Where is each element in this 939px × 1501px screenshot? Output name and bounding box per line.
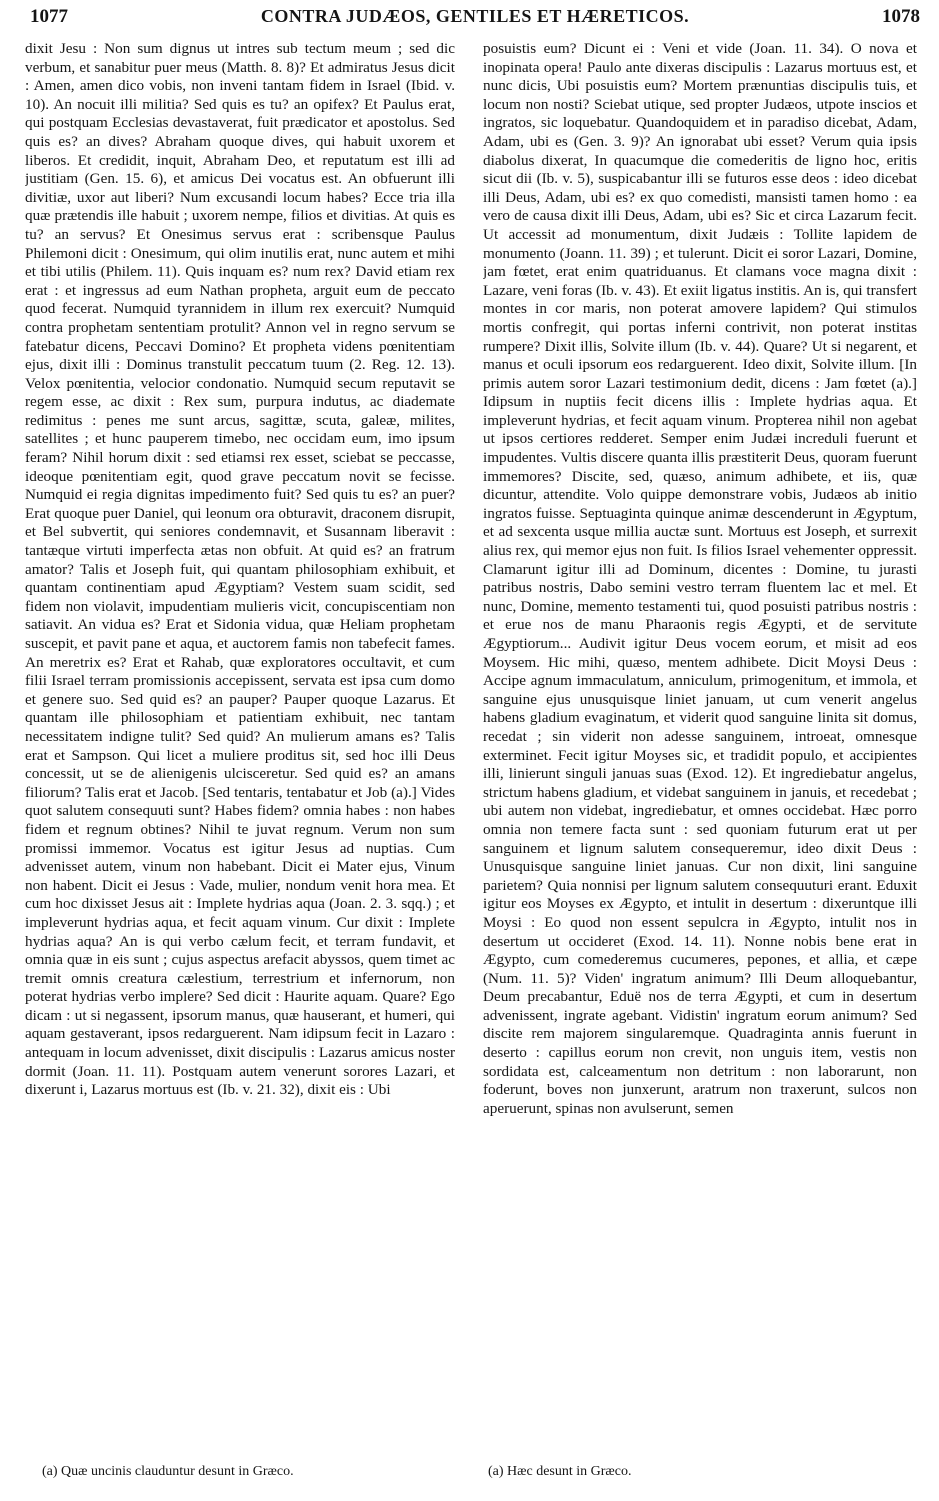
page-number-left: 1077 [30, 6, 68, 27]
text-column-right: posuistis eum? Dicunt ei : Veni et vide (Joan. 11. 34). O nova et inopinata opera! Paulo ante dixeras discipulis : Lazarus mortuus est, et nunc dicis, Ubi posuistis eum? Mortem prænuntias discipulis tuis, et locum non nosti? Sciebat utique, sed propter Judæos, utpote inscios et ingratos, sic loquebatur. Quandoquidem et in paradiso dicebat, Adam, Adam, ubi es (Gen. 3. 9)? An ignorabat ubi esset? Verum quia ipsis diabolus dixerat, In quacumque die comederitis de ligno hoc, eritis sicut dii (Ib. v. 5), suspicabantur illi se futuros esse deos : ideo dicebat illi Deus, Adam, ubi es? ex quo comedisti, mansisti tamen homo : ea vero de causa dixit illi Deus, Adam, ubi es? Sic et circa Lazarum fecit. Ut accessit ad monumentum, dixit Judæis : Tollite lapidem de monumento (Joann. 11. 39) ; et tulerunt. Dicit ei soror Lazari, Domine, jam fœtet, erat enim quatriduanus. Et clamans voce magna dixit : Lazare, veni foras (Ib. v. 43). Et exiit ligatus institis. An is, qui transfert montes in cor maris, non poterat amovere lapidem? Qui stimulos mortis confregit, qui portas inferni contrivit, non poterat institas rumpere? Dixit illis, Solvite illum (Ib. v. 44). Quare? Ut si negarent, et manus et oculi ipsorum eos redarguerent. Ideo dixit, Solvite illum. [In primis autem soror Lazari testimonium dedit, dicens : Jam fœtet (a).] Idipsum in nuptiis fecit dicens illis : Implete hydrias aqua. Et impleverunt hydrias, et fecit aquam vinum. Propterea nihil non agebat ut ipsos certiores redderet. Semper enim Judæi increduli fuerunt et impudentes. Vultis discere quanta illis præstiterit Deus, quoram fuerunt immemores? Discite, sed, quæso, animum adhibete, et iis, quæ dicuntur, attendite. Volo quippe demonstrare vobis, Judæos ab initio ingratos fuisse. Septuaginta quinque animæ descenderunt in Ægyptum, et ad sexcenta usque millia auctæ sunt. Mortuus est Joseph, et surrexit alius rex, qui memor ejus non fuit. Is filios Israel vehementer oppressit. Clamarunt igitur illi ad Dominum, dicentes : Domine, tu jurasti patribus nostris, Dabo semini vestro terram fluentem lac et mel. Et nunc, Domine, memento testamenti tui, quod posuisti patribus nostris : et erue nos de manu Pharaonis regis Ægypti, et de servitute Ægyptiorum... Audivit igitur Deus vocem eorum, et misit ad eos Moysem. Hic mihi, quæso, mentem adhibete. Dicit Moysi Deus : Accipe agnum immaculatum, anniculum, primogenitum, et immola, et sanguine ejus unusquisque liniet januam, ut cum venerit angelus habens gladium evaginatum, et viderit quod sanguine linita sit domus, recedat ; sin viderit non adesse sanguinem, introeat, omnesque exterminet. Fecit igitur Moyses sic, et tradidit populo, et accipientes illi, linierunt singuli januas suas (Exod. 12). Et ingrediebatur angelus, strictum habens gladium, et videbat sanguinem in januis, et recedebat ; ubi autem non videbat, ingrediebatur, et omnes occidebat. Hæc porro omnia non temere facta sunt : sed quoniam futurum erat ut per sanguinem et lignum salutem consequeremur, ideo dixit Deus : Unusquisque sanguine liniet januas. Cur non dixit, lini sanguine parietem? Quia nonnisi per lignum salutem consequuturi erant. Eduxit igitur eos Moyses ex Ægypto, et intulit in desertum : dixeruntque illi Moysi : Eo quod non essent sepulcra in Ægypto, intulit nos in desertum ut occideret (Exod. 14. 11). Nonne nobis bene erat in Ægypto, cum comederemus cucumeres, pepones, et allia, et cæpe (Num. 11. 5)? Viden' ingratum animum? Illi Deum alloquebantur, Deum precabantur, Eduë nos de terra Ægypti, et cum in desertum advenissent, ingrate agebant. Vidistin' ingratum eorum animum? Sed discite rem majorem singularemque. Quadraginta annis fuerunt in deserto : capillus eorum non crevit, non unguis item, vestis non sordidata est, calceamentum non detritum : non laborarunt, non foderunt, boves non junxerunt, aratrum non traxerunt, sulcos non aperuerunt, spinas non avulserunt, semen [483, 40, 917, 1117]
running-title: CONTRA JUDÆOS, GENTILES ET HÆRETICOS. [260, 6, 690, 26]
text-column-left: dixit Jesu : Non sum dignus ut intres sub tectum meum ; sed dic verbum, et sanabitur puer meus (Matth. 8. 8)? Et admiratus Jesus dicit : Amen, amen dico vobis, non inveni tantam fidem in Israel (Ibid. v. 10). An nocuit illi militia? Sed quis es tu? an opifex? Et Paulus erat, qui postquam Ecclesias devastaverat, fuit prædicator et apostolus. Sed quis es? an dives? Abraham quoque dives, qui habuit uxorem et liberos. Et credidit, inquit, Abraham Deo, et reputatum est illi ad justitiam (Gen. 15. 6), et amicus Dei vocatus est. An obfuerunt illi divitiæ, uxor aut liberi? Num excusandi locum habes? Ecce tria illa quæ prætendis ille habuit ; uxorem nempe, filios et divitias. At quis es tu? an servus? Et Onesimus servus erat : scribensque Paulus Philemoni dicit : Onesimum, qui olim inutilis erat, nunc autem et mihi et tibi utilis (Philem. 11). Quis inquam es? num rex? David etiam rex erat : et ingressus ad eum Nathan propheta, arguit eum de peccato quod fecerat. Numquid tyrannidem in illum rex exercuit? Numquid contra prophetam sententiam protulit? Annon vel in regno servum se fatebatur dicens, Peccavi Domino? Et propheta videns pœnitentiam ejus, dixit illi : Dominus transtulit peccatum tuum (2. Reg. 12. 13). Velox pœnitentia, velocior condonatio. Numquid secum reputavit se regem esse, ac dixit : Rex sum, purpura indutus, ac diademate redimitus : penes me sunt arcus, sagittæ, scuta, galeæ, milites, satellites ; et hunc pauperem timebo, nec occidam eum, imo ipsum feram? Nihil horum dixit : sed etiamsi rex esset, sciebat se peccasse, ideoque pœnitentiam egit, quod grave peccatum novit se fecisse. Numquid ei regia dignitas impedimento fuit? Sed quis tu es? an puer? Erat quoque puer Daniel, qui leonum ora obturavit, draconem disrupit, et Bel subvertit, qui seniores condemnavit, et Susannam liberavit : tantæque virtuti imperfecta ætas non obfuit. At quid es? an fratrum amator? Talis et Joseph fuit, qui quantam philosophiam exhibuit, et quantam continentiam apud Ægyptiam? Vestem suam scidit, sed fidem non violavit, impudentiam mulieris vicit, concupiscentiam non satiavit. An vidua es? Erat et Sidonia vidua, quæ Heliam prophetam suscepit, et pavit pane et aqua, et auctorem famis non tabefecit fames. An meretrix es? Erat et Rahab, quæ exploratores occultavit, et cum filii Israel terram promissionis accepissent, servata est ipsa cum domo et genere suo. Sed quid es? an pauper? Pauper quoque Lazarus. Et quantam ille philosophiam et patientiam exhibuit, nec tantam necessitatem indigne tulit? Sed quid? An mulierum amans es? Talis erat et Sampson. Qui licet a muliere proditus sit, sed hoc illi Deus concessit, ut se de alienigenis ulcisceretur. Sed quid es? an amans filiorum? Talis erat et Jacob. [Sed tentaris, tentabatur et Job (a).] Vides quot salutem consequuti sunt? Habes fidem? omnia habes : non habes fidem et regnum obtines? Nihil te juvat regnum. Verum non sum promissi immemor. Vocatus est igitur Jesus ad nuptias. Cum advenisset autem, vinum non habebant. Dicit ei Mater ejus, Vinum non habent. Dicit ei Jesus : Vade, mulier, nondum venit hora mea. Et cum hoc dixisset Jesus ait : Implete hydrias aqua (Joan. 2. 3. sqq.) ; et impleverunt hydrias aqua, et fecit aquam vinum. Cur dixit : Implete hydrias aqua? An is qui verbo cælum fecit, et terram fundavit, et omnia quæ in eis sunt ; cujus aspectus arefacit abyssos, quem timet ac tremit omnis creatura cælestium, terrestrium et infernorum, non poterat hydrias verbo implere? Sed dicit : Haurite aquam. Quare? Ego dicam : ut si negassent, ipsorum manus, quæ hauserant, et humeri, qui aquam gestaverant, ipsos redarguerent. Nam idipsum fecit in Lazaro : antequam in locum advenisset, dixit discipulis : Lazarus amicus noster dormit (Joan. 11. 11). Postquam autem venerunt sorores Lazari, et dixerunt i, Lazarus mortuus est (Ib. v. 21. 32), dixit eis : Ubi [25, 40, 455, 1099]
footnote-right: (a) Hæc desunt in Græco. [488, 1464, 632, 1479]
running-header [30, 6, 920, 36]
footnote-left: (a) Quæ uncinis clauduntur desunt in Græco. [42, 1464, 294, 1479]
page-number-right: 1078 [882, 6, 920, 27]
